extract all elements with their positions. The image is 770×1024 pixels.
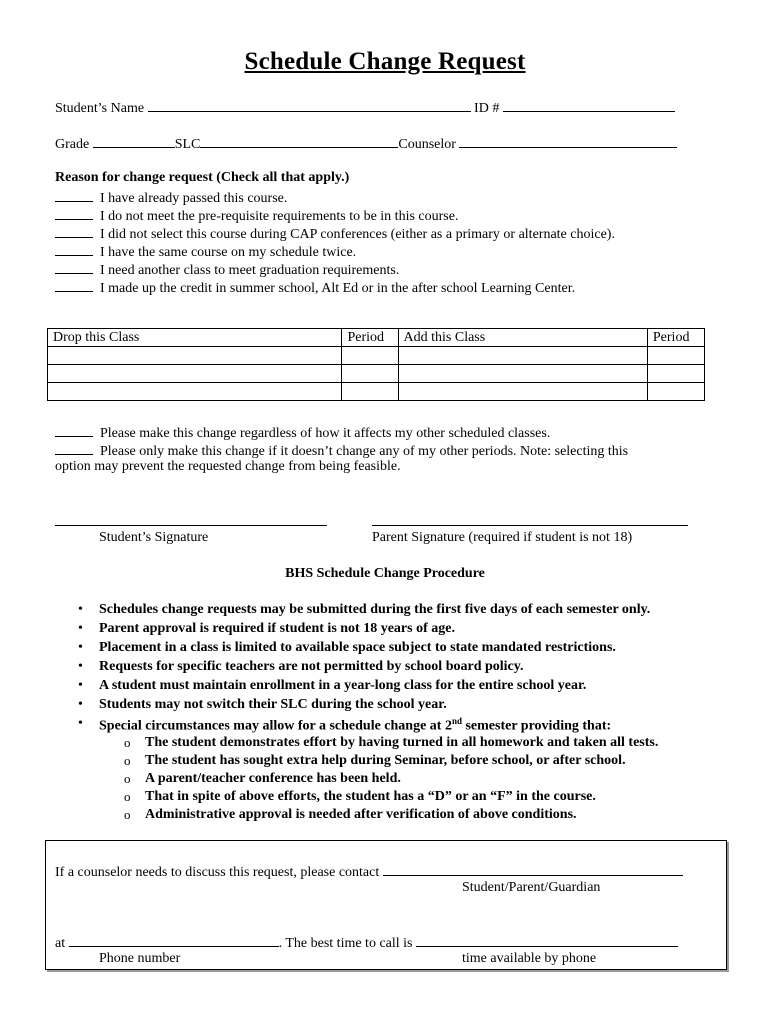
procedure-sub-item: That in spite of above efforts, the student has a “D” or an “F” in the course. [145, 789, 596, 804]
reason-item [55, 224, 615, 243]
add-class-cell[interactable] [398, 365, 647, 383]
reason-checkbox[interactable] [55, 224, 93, 238]
phone-number-field[interactable] [69, 933, 279, 947]
drop-class-cell[interactable] [48, 347, 342, 365]
drop-period-header: Period [342, 329, 398, 347]
class-change-table [47, 328, 705, 401]
option-checkbox[interactable] [55, 423, 93, 437]
at-label: at [55, 936, 66, 951]
drop-class-header: Drop this Class [48, 329, 342, 347]
reason-checkbox[interactable] [55, 206, 93, 220]
bullet-mark: • [78, 678, 83, 693]
drop-period-cell[interactable] [342, 347, 398, 365]
bullet-mark: • [78, 716, 83, 731]
procedure-heading: BHS Schedule Change Procedure [285, 566, 485, 581]
add-period-header: Period [647, 329, 704, 347]
procedure-bullet: Parent approval is required if student is not 18 years of age. [99, 621, 455, 636]
add-class-cell[interactable] [398, 347, 647, 365]
grade-row [55, 134, 677, 153]
student-name-row [55, 98, 675, 117]
drop-period-cell[interactable] [342, 365, 398, 383]
drop-class-cell[interactable] [48, 365, 342, 383]
option-only-if-continued: option may prevent the requested change from being feasible. [55, 459, 401, 474]
add-period-cell[interactable] [647, 347, 704, 365]
student-name-label: Student’s Name [55, 101, 145, 116]
parent-signature-line[interactable] [372, 525, 688, 526]
reason-text: I did not select this course during CAP conferences (either as a primary or alternate choice). [100, 227, 615, 242]
add-class-header: Add this Class [398, 329, 647, 347]
procedure-bullet: Placement in a class is limited to available space subject to state mandated restrictions. [99, 640, 616, 655]
procedure-bullet: A student must maintain enrollment in a year-long class for the entire school year. [99, 678, 587, 693]
page-title: Schedule Change Request [244, 48, 526, 75]
reason-heading: Reason for change request (Check all that apply.) [55, 170, 350, 185]
time-caption: time available by phone [462, 951, 597, 966]
sub-bullet-mark: o [124, 735, 131, 750]
table-row [48, 347, 705, 365]
procedure-sub-item: The student demonstrates effort by having turned in all homework and taken all tests. [145, 735, 659, 750]
parent-signature-label: Parent Signature (required if student is not 18) [372, 530, 633, 545]
contact-person-field[interactable] [383, 862, 683, 876]
contact-label: If a counselor needs to discuss this request, please contact [55, 865, 380, 880]
special-text: Special circumstances may allow for a schedule change at 2 [99, 718, 452, 734]
reason-checkbox[interactable] [55, 188, 93, 202]
phone-row [55, 933, 678, 952]
counselor-label: Counselor [398, 137, 456, 152]
table-header-row [48, 329, 705, 347]
procedure-sub-item: Administrative approval is needed after verification of above conditions. [145, 807, 577, 822]
special-text-end: semester providing that: [461, 718, 612, 734]
add-class-cell[interactable] [398, 383, 647, 401]
phone-caption: Phone number [99, 951, 181, 966]
sub-bullet-mark: o [124, 753, 131, 768]
best-time-field[interactable] [416, 933, 678, 947]
student-signature-label: Student’s Signature [99, 530, 209, 545]
slc-field[interactable] [200, 134, 398, 148]
id-label: ID # [474, 101, 500, 116]
option-checkbox[interactable] [55, 441, 93, 455]
reason-checkbox[interactable] [55, 242, 93, 256]
drop-class-cell[interactable] [48, 383, 342, 401]
reason-text: I have the same course on my schedule twice. [100, 245, 357, 260]
table-row [48, 383, 705, 401]
special-superscript: nd [451, 716, 462, 726]
procedure-bullet: Schedules change requests may be submitted during the first five days of each semester only. [99, 602, 651, 617]
bullet-mark: • [78, 640, 83, 655]
option-regardless [55, 423, 550, 442]
grade-field[interactable] [93, 134, 175, 148]
add-period-cell[interactable] [647, 383, 704, 401]
student-signature-line[interactable] [55, 525, 327, 526]
reason-text: I made up the credit in summer school, Alt Ed or in the after school Learning Center. [100, 281, 576, 296]
option-text: Please make this change regardless of how it affects my other scheduled classes. [100, 426, 551, 441]
student-name-field[interactable] [148, 98, 471, 112]
sub-bullet-mark: o [124, 771, 131, 786]
bullet-mark: • [78, 602, 83, 617]
slc-label: SLC [174, 137, 201, 152]
reason-checkbox[interactable] [55, 278, 93, 292]
table-row [48, 365, 705, 383]
procedure-bullet: Students may not switch their SLC during the school year. [99, 697, 447, 712]
contact-row [55, 862, 683, 881]
sub-bullet-mark: o [124, 789, 131, 804]
id-field[interactable] [503, 98, 675, 112]
best-time-label: . The best time to call is [278, 936, 413, 951]
reason-item [55, 260, 399, 279]
bullet-mark: • [78, 621, 83, 636]
reason-checkbox[interactable] [55, 260, 93, 274]
sub-bullet-mark: o [124, 807, 131, 822]
procedure-bullet: Requests for specific teachers are not permitted by school board policy. [99, 659, 524, 674]
reason-item [55, 242, 356, 261]
grade-label: Grade [55, 137, 90, 152]
bullet-mark: • [78, 659, 83, 674]
reason-text: I do not meet the pre-requisite requirements to be in this course. [100, 209, 459, 224]
procedure-sub-item: The student has sought extra help during Seminar, before school, or after school. [145, 753, 626, 768]
reason-text: I have already passed this course. [100, 191, 288, 206]
reason-item [55, 278, 575, 297]
counselor-field[interactable] [459, 134, 677, 148]
procedure-bullet-special [99, 716, 611, 735]
drop-period-cell[interactable] [342, 383, 398, 401]
reason-item [55, 188, 287, 207]
reason-text: I need another class to meet graduation requirements. [100, 263, 400, 278]
reason-item [55, 206, 458, 225]
option-text: Please only make this change if it doesn’t change any of my other periods. Note: selecting this [100, 444, 629, 459]
procedure-sub-item: A parent/teacher conference has been held. [145, 771, 401, 786]
bullet-mark: • [78, 697, 83, 712]
option-only-if [55, 441, 628, 460]
contact-caption: Student/Parent/Guardian [462, 880, 601, 895]
add-period-cell[interactable] [647, 365, 704, 383]
